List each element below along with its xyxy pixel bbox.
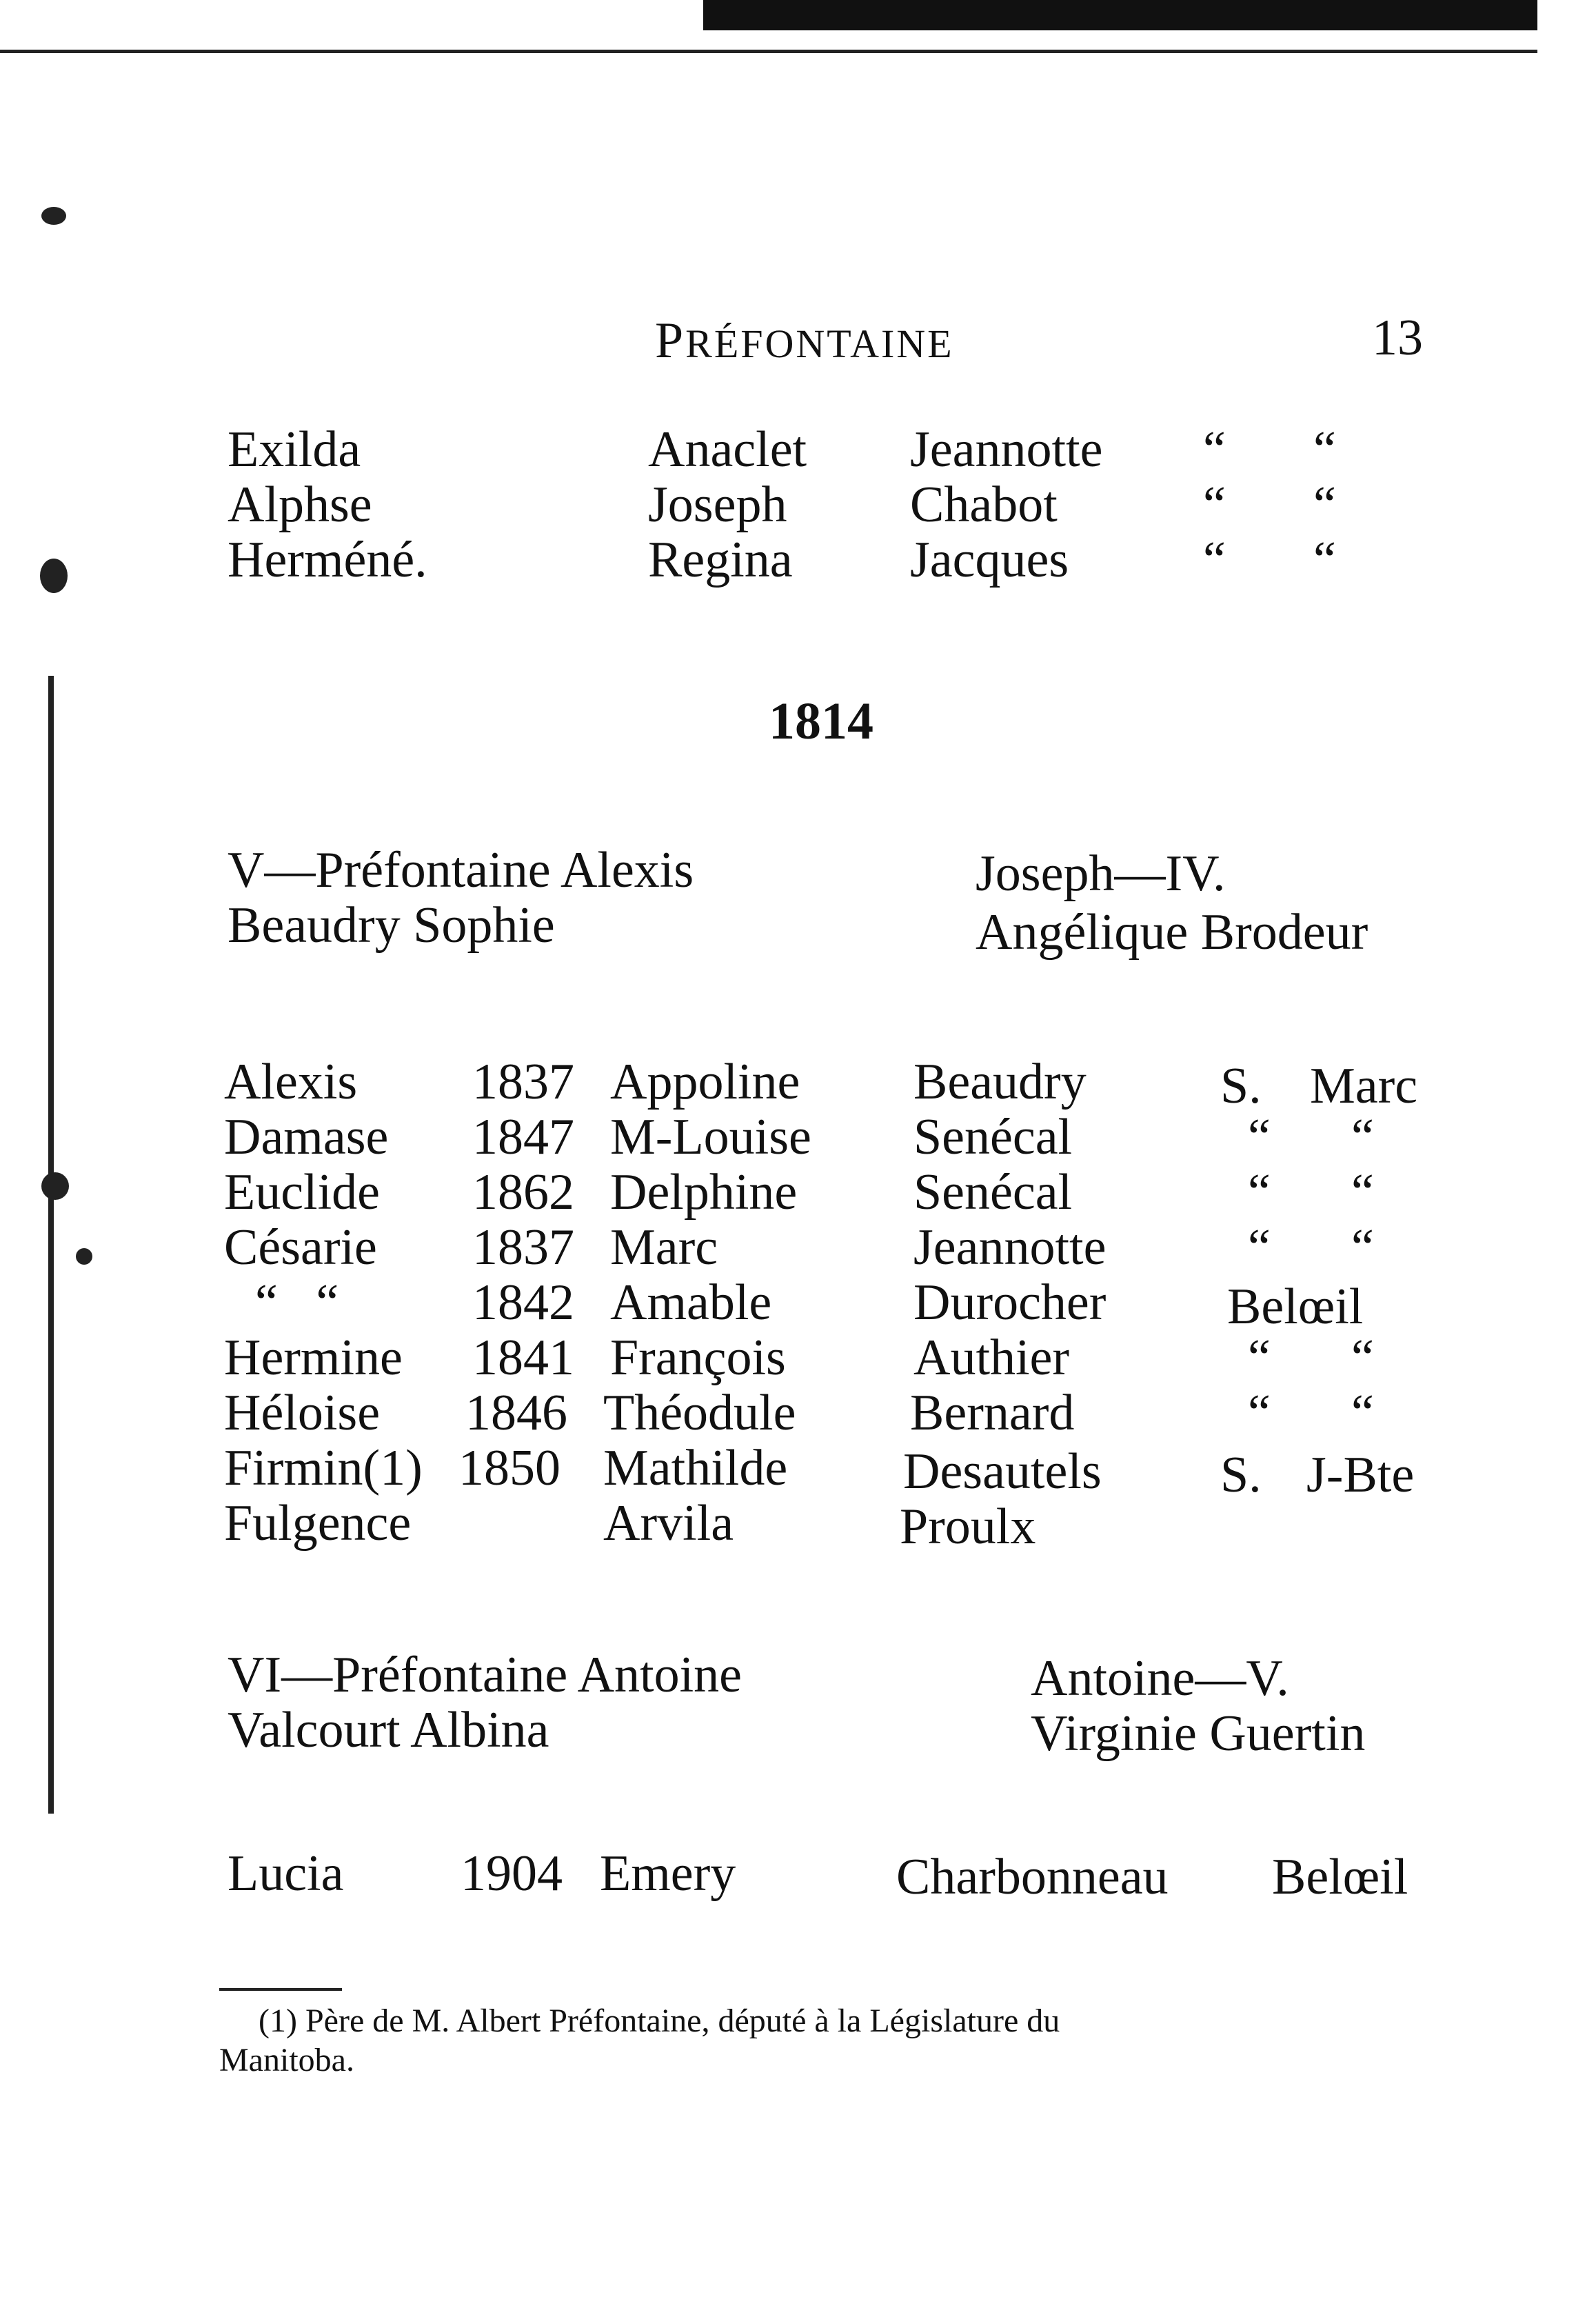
- spouse-surname: Jeannotte: [910, 421, 1103, 478]
- ditto-mark: “: [1351, 1164, 1374, 1221]
- binding-edge: [48, 676, 54, 1814]
- ditto-name: “ “: [255, 1274, 339, 1331]
- father: Joseph—IV.: [976, 845, 1226, 902]
- ditto-mark: “: [1203, 477, 1226, 533]
- spouse-surname: Charbonneau: [896, 1849, 1169, 1905]
- child-name: Fulgence: [224, 1495, 412, 1552]
- spouse-surname: Desautels: [903, 1443, 1102, 1500]
- spouse-first-name: Mathilde: [603, 1440, 788, 1496]
- ink-blot: [41, 1172, 69, 1200]
- child-name: Exilda: [228, 421, 361, 478]
- child-name: Herméné.: [228, 532, 427, 588]
- ditto-mark: “: [1203, 532, 1226, 588]
- spouse-surname: Bernard: [910, 1385, 1075, 1441]
- child-name: Césarie: [224, 1219, 377, 1276]
- ink-blot: [40, 559, 68, 593]
- marriage-year: 1841: [472, 1330, 574, 1386]
- ditto-mark: “: [1351, 1385, 1374, 1441]
- spouse-first-name: Appoline: [610, 1054, 800, 1110]
- child-name: Lucia: [228, 1845, 344, 1902]
- ditto-mark: “: [1248, 1164, 1271, 1221]
- spouse-surname: Proulx: [900, 1498, 1036, 1555]
- ditto-mark: “: [1351, 1330, 1374, 1386]
- wife: Valcourt Albina: [228, 1702, 549, 1758]
- wife: Beaudry Sophie: [228, 897, 555, 954]
- spouse-surname: Jeannotte: [913, 1219, 1107, 1276]
- ink-blot: [76, 1248, 92, 1265]
- header-initial: P: [655, 312, 686, 369]
- spouse-surname: Beaudry: [913, 1054, 1087, 1110]
- spouse-surname: Authier: [913, 1330, 1070, 1386]
- running-header: [655, 312, 954, 370]
- spouse-first-name: François: [610, 1330, 786, 1386]
- ditto-mark: “: [1351, 1109, 1374, 1165]
- marriage-year: 1842: [472, 1274, 574, 1331]
- spouse-first-name: Regina: [648, 532, 793, 588]
- child-name: Alexis: [224, 1054, 358, 1110]
- spouse-first-name: Anaclet: [648, 421, 807, 478]
- mother: Virginie Guertin: [1031, 1705, 1366, 1762]
- spouse-surname: Senécal: [913, 1164, 1073, 1221]
- marriage-year: 1850: [458, 1440, 560, 1496]
- child-name: Héloise: [224, 1385, 381, 1441]
- spouse-surname: Senécal: [913, 1109, 1073, 1165]
- spouse-first-name: Théodule: [603, 1385, 796, 1441]
- spouse-surname: Durocher: [913, 1274, 1107, 1331]
- child-name: Damase: [224, 1109, 389, 1165]
- ditto-mark: “: [1248, 1330, 1271, 1386]
- marriage-year: 1837: [472, 1054, 574, 1110]
- top-edge-rule: [0, 50, 1537, 53]
- parish: Belœil: [1227, 1278, 1364, 1335]
- spouse-first-name: Delphine: [610, 1164, 798, 1221]
- ditto-mark: “: [1203, 421, 1226, 478]
- child-name: Hermine: [224, 1330, 403, 1386]
- header-title: RÉFONTAINE: [685, 321, 954, 366]
- footnote-line: Manitoba.: [219, 2042, 354, 2078]
- marriage-year: 1846: [465, 1385, 567, 1441]
- spouse-first-name: Joseph: [648, 477, 787, 533]
- ditto-mark: “: [1313, 477, 1336, 533]
- spouse-first-name: M-Louise: [610, 1109, 811, 1165]
- ditto-mark: “: [1248, 1385, 1271, 1441]
- parish: Marc: [1310, 1058, 1418, 1114]
- father: Antoine—V.: [1031, 1650, 1289, 1707]
- child-name: Alphse: [228, 477, 372, 533]
- mother: Angélique Brodeur: [976, 904, 1368, 961]
- marriage-year: 1837: [472, 1219, 574, 1276]
- marriage-year: 1862: [472, 1164, 574, 1221]
- parish: Belœil: [1272, 1849, 1408, 1905]
- marriage-year: 1904: [461, 1845, 563, 1902]
- parish: J-Bte: [1306, 1447, 1415, 1503]
- footnote-line: (1) Père de M. Albert Préfontaine, député à la Législature du: [259, 2003, 1060, 2039]
- spouse-surname: Jacques: [910, 532, 1069, 588]
- ink-blot: [41, 207, 66, 225]
- ditto-mark: “: [1313, 421, 1336, 478]
- spouse-first-name: Amable: [610, 1274, 772, 1331]
- ditto-mark: “: [1248, 1219, 1271, 1276]
- top-edge-bar: [703, 0, 1537, 30]
- spouse-first-name: Arvila: [603, 1495, 734, 1552]
- child-name: Euclide: [224, 1164, 381, 1221]
- marriage-year: 1847: [472, 1109, 574, 1165]
- spouse-first-name: Marc: [610, 1219, 718, 1276]
- ditto-mark: “: [1351, 1219, 1374, 1276]
- year-heading: 1814: [769, 692, 873, 750]
- footnote-rule: [219, 1988, 342, 1991]
- parish: S.: [1220, 1447, 1262, 1503]
- spouse-first-name: Emery: [600, 1845, 736, 1902]
- child-name: Firmin(1): [224, 1440, 423, 1496]
- page-number: 13: [1372, 310, 1423, 366]
- ditto-mark: “: [1313, 532, 1336, 588]
- spouse-surname: Chabot: [910, 477, 1058, 533]
- husband: VI—Préfontaine Antoine: [228, 1647, 742, 1703]
- husband: V—Préfontaine Alexis: [228, 842, 694, 899]
- parish: S.: [1220, 1058, 1262, 1114]
- ditto-mark: “: [1248, 1109, 1271, 1165]
